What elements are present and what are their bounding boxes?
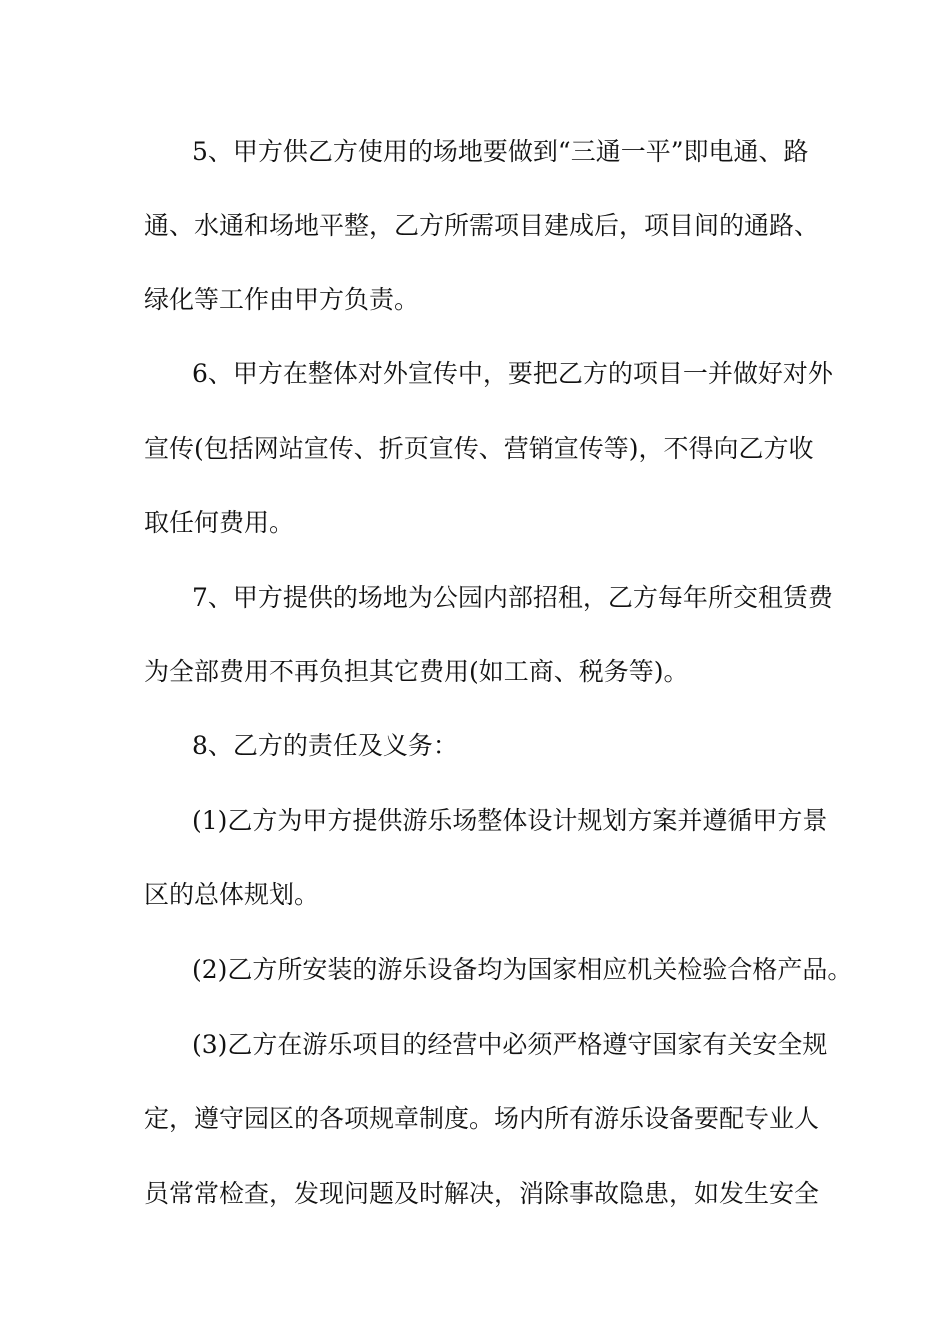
clause-7-line-1: 7、甲方提供的场地为公园内部招租，乙方每年所交租赁费 [192,583,833,612]
clause-5-line-3: 绿化等工作由甲方负责。 [144,285,420,314]
clause-5-line-1: 5、甲方供乙方使用的场地要做到“三通一平”即电通、路 [192,137,809,166]
item-3-line-2: 定，遵守园区的各项规章制度。场内所有游乐设备要配专业人 [144,1104,820,1133]
clause-7-line-2: 为全部费用不再负担其它费用(如工商、税务等)。 [144,657,689,686]
clause-6-line-1: 6、甲方在整体对外宣传中，要把乙方的项目一并做好对外 [192,359,833,388]
item-1-line-1: (1)乙方为甲方提供游乐场整体设计规划方案并遵循甲方景 [192,806,828,835]
clause-6-line-2: 宣传(包括网站宣传、折页宣传、营销宣传等)，不得向乙方收 [144,434,814,463]
clause-5-line-2: 通、水通和场地平整，乙方所需项目建成后，项目间的通路、 [144,211,820,240]
item-3-line-1: (3)乙方在游乐项目的经营中必须严格遵守国家有关安全规 [192,1030,828,1059]
clause-6-line-3: 取任何费用。 [144,508,295,537]
item-3-line-3: 员常常检查，发现问题及时解决，消除事故隐患，如发生安全 [144,1179,820,1208]
item-2-line-1: (2)乙方所安装的游乐设备均为国家相应机关检验合格产品。 [192,955,853,984]
item-1-line-2: 区的总体规划。 [144,880,320,909]
clause-8-heading: 8、乙方的责任及义务： [192,731,458,760]
